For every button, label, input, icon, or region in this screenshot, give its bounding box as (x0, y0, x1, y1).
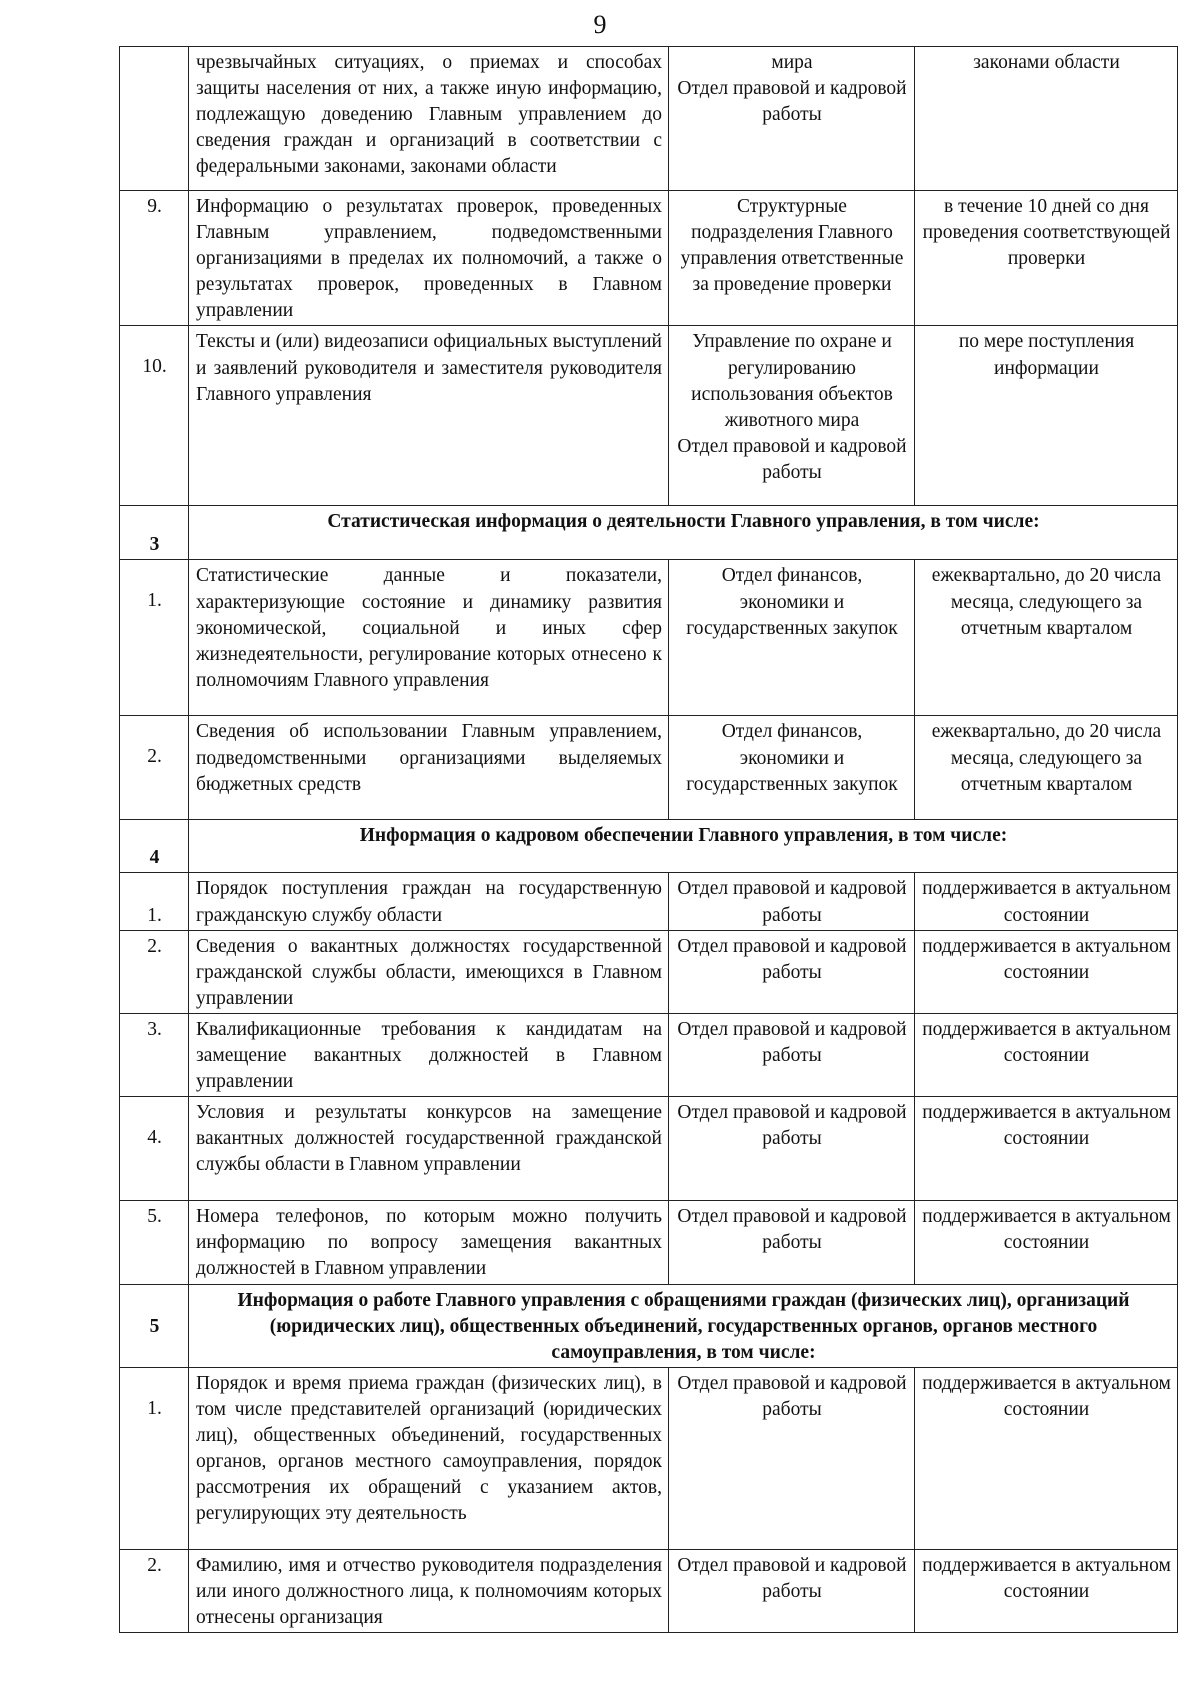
section-row (120, 506, 1178, 560)
item-number: 2. (120, 716, 189, 820)
table-row (120, 1097, 1178, 1201)
item-responsible: Отдел правовой и кадровой работы (669, 873, 915, 930)
item-responsible: Отдел правовой и кадровой работы (669, 1367, 915, 1549)
table-row (120, 326, 1178, 506)
item-number (120, 326, 189, 506)
table-row (120, 716, 1178, 820)
item-description: Сведения о вакантных должностях государственной гражданской службы области, имеющихся в Главном управлении (189, 930, 669, 1013)
item-term: в течение 10 дней со дня проведения соответствующей проверки (915, 191, 1178, 326)
item-description: Информацию о результатах проверок, проведенных Главным управлением, подведомственными организациями в пределах их полномочий, а также о результатах проверок, проведенных в Главном управлении (189, 191, 669, 326)
table-row (120, 1367, 1178, 1549)
item-number: 2. (120, 1549, 189, 1632)
table-row (120, 191, 1178, 326)
table-row (120, 1013, 1178, 1096)
item-number: 9. (120, 191, 189, 326)
item-responsible: Отдел правовой и кадровой работы (669, 1201, 915, 1284)
item-description: Квалификационные требования к кандидатам на замещение вакантных должностей в Главном управлении (189, 1013, 669, 1096)
item-term: поддерживается в актуальном состоянии (915, 1013, 1178, 1096)
item-number: 4. (120, 1097, 189, 1201)
table-row (120, 47, 1178, 191)
item-term: поддерживается в актуальном состоянии (915, 1367, 1178, 1549)
item-responsible: Отдел правовой и кадровой работы (669, 1013, 915, 1096)
item-responsible: Отдел правовой и кадровой работы (669, 930, 915, 1013)
item-description: Фамилию, имя и отчество руководителя подразделения или иного должностного лица, к полномочиям которых отнесены организация (189, 1549, 669, 1632)
section-number: 3 (120, 506, 189, 560)
item-description: чрезвычайных ситуациях, о приемах и способах защиты населения от них, а также иную информацию, подлежащую доведению Главным управлением до сведения граждан и организаций в соответствии с федеральными законами, законами области (189, 47, 669, 191)
item-description: Порядок и время приема граждан (физических лиц), в том числе представителей организаций (юридических лиц), общественных объединений, государственных органов, органов местного самоуправления, порядок рассмотрения их обращений с указанием актов, регулирующих эту деятельность (189, 1367, 669, 1549)
section-title: Информация о кадровом обеспечении Главного управления, в том числе: (189, 820, 1178, 873)
item-responsible: Отдел правовой и кадровой работы (669, 1097, 915, 1201)
page-number: 9 (593, 10, 607, 39)
item-number: 3. (120, 1013, 189, 1096)
item-responsible: Управление по охране и регулированию использования объектов животного мира Отдел правовой и кадровой работы (669, 326, 915, 506)
table-row (120, 1201, 1178, 1284)
section-row (120, 1284, 1178, 1367)
item-number: 2. (120, 930, 189, 1013)
item-responsible: Структурные подразделения Главного управления ответственные за проведение проверки (669, 191, 915, 326)
item-term: законами области (915, 47, 1178, 191)
item-number: 5. (120, 1201, 189, 1284)
item-term: поддерживается в актуальном состоянии (915, 1097, 1178, 1201)
item-description: Тексты и (или) видеозаписи официальных выступлений и заявлений руководителя и заместителя руководителя Главного управления (189, 326, 669, 506)
item-term: ежеквартально, до 20 числа месяца, следующего за отчетным кварталом (915, 716, 1178, 820)
item-term: поддерживается в актуальном состоянии (915, 1549, 1178, 1632)
item-responsible: Отдел финансов, экономики и государственных закупок (669, 560, 915, 716)
item-description: Порядок поступления граждан на государственную гражданскую службу области (189, 873, 669, 930)
item-responsible: мира Отдел правовой и кадровой работы (669, 47, 915, 191)
section-title: Информация о работе Главного управления с обращениями граждан (физических лиц), организаций (юридических лиц), общественных объединений, государственных органов, органов местного самоуправления, в том числе: (189, 1284, 1178, 1367)
item-number: 1. (120, 873, 189, 930)
item-responsible: Отдел финансов, экономики и государственных закупок (669, 716, 915, 820)
item-number-label: 10. (142, 356, 167, 378)
item-term: по мере поступления информации (915, 326, 1178, 506)
item-description: Статистические данные и показатели, характеризующие состояние и динамику развития экономической, социальной и иных сфер жизнедеятельности, регулирование которых отнесено к полномочиям Главного управления (189, 560, 669, 716)
item-term: поддерживается в актуальном состоянии (915, 930, 1178, 1013)
document-table (119, 46, 1178, 1633)
table-row (120, 873, 1178, 930)
table-row (120, 1549, 1178, 1632)
section-row (120, 820, 1178, 873)
item-term: поддерживается в актуальном состоянии (915, 1201, 1178, 1284)
section-number: 4 (120, 820, 189, 873)
item-description: Номера телефонов, по которым можно получить информацию по вопросу замещения вакантных должностей в Главном управлении (189, 1201, 669, 1284)
item-number: 1. (120, 560, 189, 716)
item-term: ежеквартально, до 20 числа месяца, следующего за отчетным кварталом (915, 560, 1178, 716)
item-number: 1. (120, 1367, 189, 1549)
section-title: Статистическая информация о деятельности Главного управления, в том числе: (189, 506, 1178, 560)
section-number: 5 (120, 1284, 189, 1367)
table-row (120, 560, 1178, 716)
item-responsible: Отдел правовой и кадровой работы (669, 1549, 915, 1632)
item-description: Условия и результаты конкурсов на замещение вакантных должностей государственной гражданской службы области в Главном управлении (189, 1097, 669, 1201)
item-description: Сведения об использовании Главным управлением, подведомственными организациями выделяемых бюджетных средств (189, 716, 669, 820)
item-term: поддерживается в актуальном состоянии (915, 873, 1178, 930)
table-row (120, 930, 1178, 1013)
item-number (120, 47, 189, 191)
